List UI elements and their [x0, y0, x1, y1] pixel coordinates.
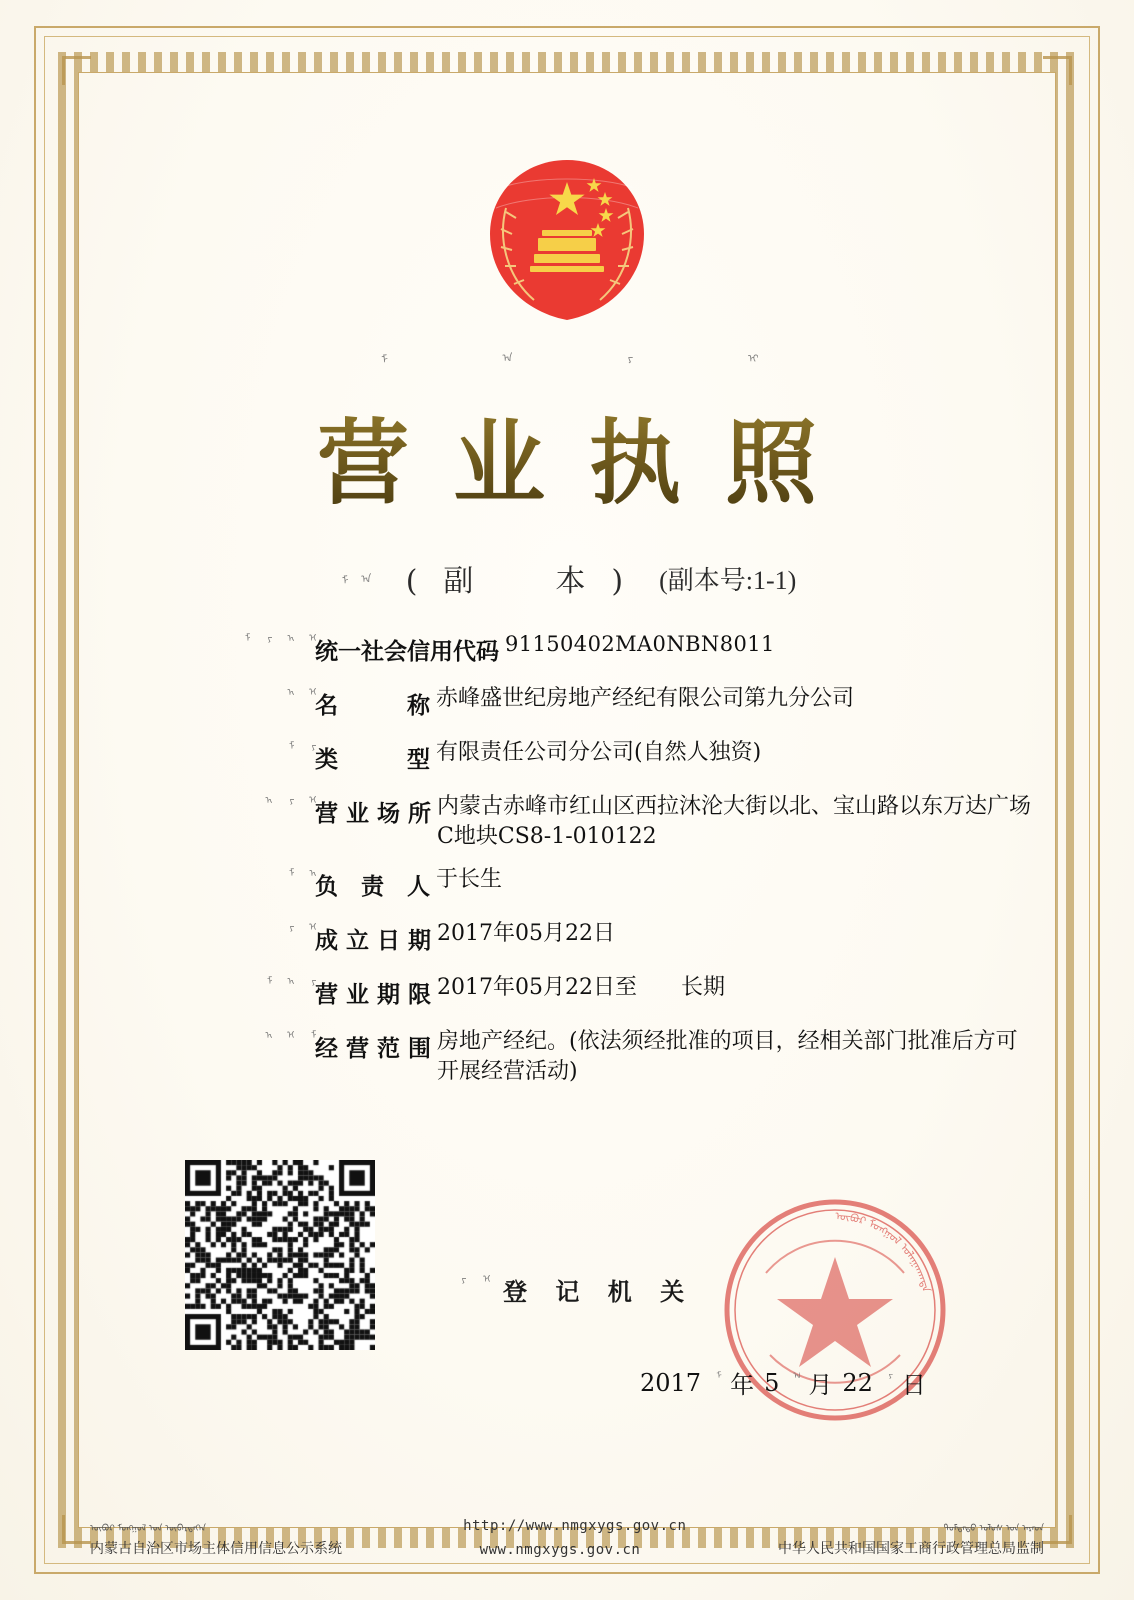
mongolian-mark: ᠠ	[499, 352, 512, 363]
field-row-name	[120, 684, 1038, 724]
svg-text:ᠥᠪᠥᠷ ᠮᠣᠩᠭᠣᠯ ᠤᠯᠠᠭᠠᠨᠬᠠᠳᠠ: ᠥᠪᠥᠷ ᠮᠣᠩᠭᠣᠯ ᠤᠯᠠᠭᠠᠨᠬᠠᠳᠠ	[834, 1209, 933, 1294]
corner-ornament-top-left	[62, 56, 91, 85]
mongolian-mark: ᠶ	[283, 921, 294, 932]
issue-year: 2017	[640, 1368, 702, 1397]
mongolian-header-marks	[0, 352, 1134, 402]
footer-left-url[interactable]: www.nmgxygs.gov.cn	[479, 1542, 641, 1558]
mongolian-mark: ᠮ	[283, 740, 294, 750]
mongolian-mark: ᠮ	[305, 1029, 316, 1040]
field-value-established: 2017年05月22日	[437, 921, 616, 947]
registry-authority	[455, 1272, 694, 1307]
footer-left-text: 内蒙古自治区市场主体信用信息公示系统	[90, 1541, 342, 1557]
mongolian-mark: ᠢ	[745, 352, 758, 363]
issue-year-unit: 年	[730, 1371, 755, 1399]
mongolian-label	[120, 1027, 315, 1063]
mongolian-mark: ᠠ	[261, 1029, 272, 1040]
field-label-established: 成 立 日 期	[315, 927, 432, 955]
field-value-address: 内蒙古赤峰市红山区西拉沐沦大街以北、宝山路以东万达广场C地块CS8-1-010122	[437, 794, 1032, 849]
corner-ornament-bottom-right	[1043, 1515, 1072, 1544]
footer-url-top[interactable]: http://www.nmgxygs.gov.cn	[463, 1518, 687, 1534]
mongolian-mark: ᠮ	[336, 572, 350, 584]
mongolian-mark: ᠠ	[357, 572, 371, 584]
issue-day: 22	[842, 1368, 873, 1397]
mongolian-mark: ᠠ	[283, 686, 294, 696]
field-value-principal: 于长生	[436, 867, 503, 893]
footer-mongolian-right: ᠳᠤᠮᠳᠠᠳᠤ ᠤᠯᠤᠰ ᠤᠨ ᠠᠷᠠᠳ	[943, 1524, 1044, 1534]
field-value-term: 2017年05月22日至 长期	[437, 975, 726, 1001]
national-emblem-icon	[472, 148, 662, 338]
document-subtitle	[0, 556, 1134, 600]
mongolian-mark: ᠶ	[455, 1272, 466, 1283]
mongolian-mark: ᠢ	[305, 794, 316, 804]
mongolian-mark: ᠠ	[283, 632, 294, 642]
mongolian-mark: ᠮ	[376, 352, 389, 363]
document-title: 营业执照	[0, 415, 1134, 512]
field-row-scope	[120, 1027, 1038, 1086]
footer	[90, 1518, 1044, 1558]
mongolian-mark: ᠶ	[305, 740, 316, 750]
mongolian-mark: ᠮ	[283, 867, 294, 878]
mongolian-label	[120, 919, 315, 955]
field-label-name: 名 称	[315, 692, 430, 719]
registry-label: 登 记 机 关	[503, 1277, 695, 1306]
copy-number: (副本号:1-1)	[659, 565, 797, 595]
mongolian-label	[120, 865, 315, 901]
mongolian-mark: ᠶ	[882, 1369, 893, 1379]
mongolian-mark: ᠶ	[622, 352, 635, 363]
mongolian-label	[120, 738, 315, 774]
field-label-principal: 负 责 人	[315, 873, 430, 901]
mongolian-mark: ᠢ	[283, 1029, 294, 1040]
mongolian-label	[120, 630, 315, 666]
issue-month-unit: 月	[808, 1371, 833, 1399]
field-row-credit-code	[120, 630, 1038, 670]
mongolian-mark: ᠮ	[261, 975, 272, 986]
mongolian-label	[120, 684, 315, 720]
issue-date	[640, 1365, 926, 1400]
mongolian-mark: ᠢ	[305, 632, 316, 642]
field-value-type: 有限责任公司分公司(自然人独资)	[436, 740, 762, 765]
corner-ornament-top-right	[1043, 56, 1072, 85]
footer-mongolian-left: ᠥᠪᠥᠷ ᠮᠣᠩᠭᠣᠯ ᠤᠨ ᠥᠪᠡᠷᠲᠡᠭᠡᠨ	[90, 1524, 206, 1534]
field-row-term	[120, 973, 1038, 1013]
corner-ornament-bottom-left	[62, 1515, 91, 1544]
mongolian-label	[120, 792, 315, 828]
field-label-term: 营 业 期 限	[315, 981, 432, 1009]
mongolian-mark: ᠶ	[261, 632, 272, 642]
mongolian-mark: ᠠ	[305, 867, 316, 878]
field-row-type	[120, 738, 1038, 778]
field-label-address: 营 业 场 所	[315, 800, 432, 827]
field-value-scope: 房地产经纪。(依法须经批准的项目，经相关部门批准后方可开展经营活动)	[437, 1029, 1018, 1085]
mongolian-mark: ᠢ	[305, 686, 316, 696]
qr-code	[185, 1160, 375, 1350]
field-label-type: 类 型	[315, 746, 430, 773]
mongolian-mark: ᠠ	[789, 1369, 800, 1379]
field-value-credit-code: 91150402MA0NBN8011	[505, 632, 775, 656]
mongolian-mark: ᠶ	[283, 794, 294, 804]
mongolian-label	[120, 973, 315, 1009]
field-label-scope: 经 营 范 围	[315, 1035, 432, 1063]
mongolian-mark: ᠮ	[239, 632, 250, 642]
mongolian-mark: ᠢ	[305, 921, 316, 932]
field-label-credit-code: 统一社会信用代码	[315, 638, 499, 665]
footer-right-text: 中华人民共和国国家工商行政管理总局监制	[778, 1541, 1044, 1557]
mongolian-mark: ᠠ	[283, 975, 294, 986]
mongolian-mark: ᠮ	[711, 1369, 722, 1379]
issue-day-unit: 日	[901, 1371, 926, 1399]
mongolian-mark: ᠢ	[479, 1272, 490, 1283]
mongolian-mark: ᠠ	[261, 794, 272, 804]
field-value-name: 赤峰盛世纪房地产经纪有限公司第九分公司	[436, 686, 855, 711]
field-row-established	[120, 919, 1038, 959]
mongolian-mark: ᠶ	[305, 975, 316, 986]
license-fields	[120, 630, 1038, 1101]
field-row-address	[120, 792, 1038, 851]
issue-month: 5	[764, 1368, 780, 1397]
field-row-principal	[120, 865, 1038, 905]
copy-label: (副 本)	[405, 564, 650, 599]
